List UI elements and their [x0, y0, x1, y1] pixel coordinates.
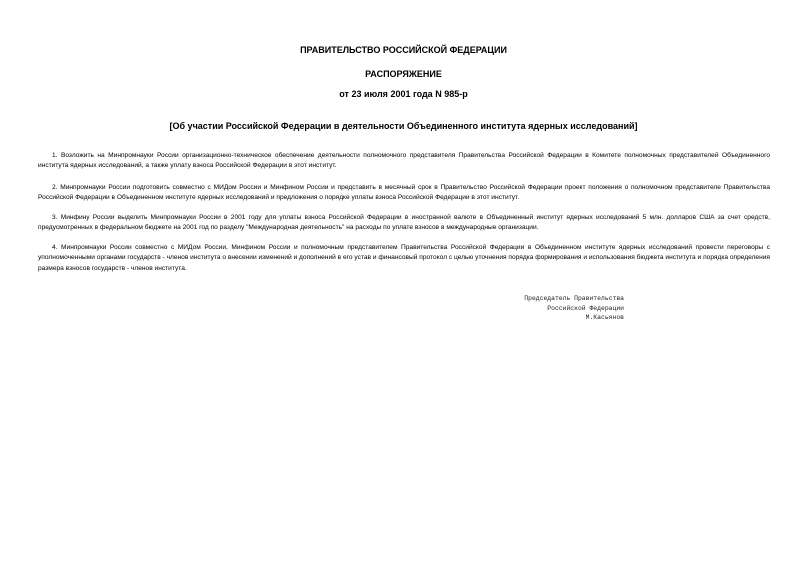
paragraph-1: 1. Возложить на Минпромнауки России организационно-техническое обеспечение деятельности полномочного представителя Правительства Российской Федерации в Комитете полномочных представителей Объединенного института ядерных исследований, а также уплату взноса Российской Федерации в этот институт.: [38, 152, 770, 170]
subject-heading: [Об участии Российской Федерации в деятельности Объединенного института ядерных исследований]: [169, 121, 638, 131]
signature-block: [470, 294, 624, 323]
signature-title-line1: Председатель Правительства: [524, 295, 624, 302]
paragraph-2: 2. Минпромнауки России подготовить совместно с МИДом России и Минфином России и представить в месячный срок в Правительство Российской Федерации проект положения о полномочном представителе Правительства Российской Федерации в Объединенном институте ядерных исследований и предложения о порядке уплаты взноса Российской Федерации в этот институт.: [38, 184, 770, 202]
government-heading: ПРАВИТЕЛЬСТВО РОССИЙСКОЙ ФЕДЕРАЦИИ: [300, 45, 507, 55]
document-type-heading: РАСПОРЯЖЕНИЕ: [365, 69, 442, 79]
paragraph-4: 4. Минпромнауки России совместно с МИДом России, Минфином России и полномочным представителем Правительства Российской Федерации в Объединенном институте ядерных исследований провести переговоры с уполномоченными органами государств - членов института о внесении изменений и дополнений в его устав и финансовый протокол с целью уточнения порядка формирования и использования бюджета института и порядка определения размера взносов государств - членов института.: [38, 244, 770, 272]
signature-name: М.Касьянов: [585, 314, 624, 322]
signature-title-line2: Российской Федерации: [547, 304, 624, 312]
paragraph-3: 3. Минфину России выделить Минпромнауки России в 2001 году для уплаты взноса Российской Федерации в иностранной валюте в Объединенный институт ядерных исследований 5 млн. долларов США за счет средств, предусмотренных в федеральном бюджете на 2001 год по разделу "Международная деятельность" на расходы по уплате взносов в международные организации.: [38, 214, 770, 232]
date-number-heading: от 23 июля 2001 года N 985-р: [339, 89, 468, 99]
